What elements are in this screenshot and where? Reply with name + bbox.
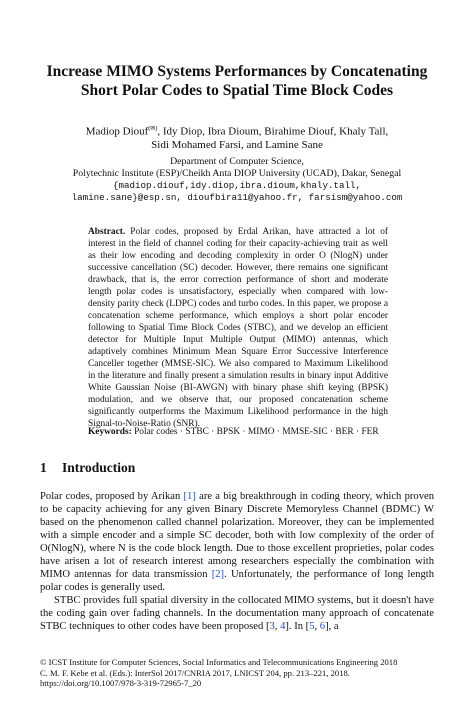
authors-line-1	[40, 123, 434, 139]
envelope-icon: (✉)	[148, 126, 158, 132]
footer-line-1: © ICST Institute for Computer Sciences, Social Informatics and Telecommunications Engineering 2018	[40, 657, 398, 667]
author-list	[40, 123, 434, 152]
p2-text-a: STBC provides full spatial diversity in the collocated MIMO systems, but it doesn't have the coding gain over fading channels. In the documentation many approach of concatenate STBC techniques to other codes have been proposed [	[40, 595, 434, 632]
keywords-text: Polar codes · STBC · BPSK · MIMO · MMSE-SIC · BER · FER	[134, 427, 379, 437]
p2-text-b: ,	[274, 621, 281, 632]
abstract-label: Abstract.	[88, 227, 126, 237]
body-text	[40, 490, 434, 633]
paragraph-1	[40, 490, 434, 594]
affiliation-line-1: Department of Computer Science,	[170, 156, 304, 167]
affiliation-line-2: Polytechnic Institute (ESP)/Cheikh Anta DIOP University (UCAD), Dakar, Senegal	[72, 168, 402, 179]
p1-text-c: . Unfortunately, the performance of long length polar codes is generally used.	[40, 569, 434, 593]
section-title: Introduction	[62, 460, 136, 475]
citation-link[interactable]: [2]	[211, 569, 225, 580]
p2-text-c: ]. In [	[285, 621, 310, 632]
citation-link[interactable]: 4	[280, 621, 286, 632]
p2-text-e: ], a	[325, 621, 339, 632]
section-number: 1	[40, 460, 47, 475]
citation-link[interactable]: 6	[319, 621, 326, 632]
citation-link[interactable]: 5	[309, 621, 315, 632]
title-line-1: Increase MIMO Systems Performances by Concatenating	[46, 63, 428, 80]
title-line-2: Short Polar Codes to Spatial Time Block Codes	[80, 82, 394, 99]
copyright-footer	[40, 657, 450, 689]
keywords-label: Keywords:	[88, 427, 132, 437]
citation-link[interactable]: 3	[269, 621, 275, 632]
email-line-2: lamine.sane}@esp.sn, dioufbira11@yahoo.fr, farsism@yahoo.com	[71, 192, 403, 203]
co-authors-1: , Idy Diop, Ibra Dioum, Birahime Diouf, Khaly Tall,	[157, 125, 389, 138]
keywords	[88, 426, 388, 438]
footer-line-2: C. M. F. Kebe et al. (Eds.): InterSol 2017/CNRIA 2017, LNICST 204, pp. 213–221, 2018.	[40, 667, 350, 678]
paper-title	[40, 62, 434, 100]
p2-text-d: ,	[314, 621, 320, 632]
paragraph-2	[40, 594, 434, 633]
affiliation	[20, 156, 454, 204]
authors-line-2: Sidi Mohamed Farsi, and Lamine Sane	[151, 138, 323, 151]
p1-text-a: Polar codes, proposed by Arikan	[40, 491, 184, 502]
p1-text-b: are a big breakthrough in coding theory, which proven to be capacity achieving for any given Binary Discrete Memoryless Channel (BDMC) W based on the phenomenon called channel polarization. Moreover, they can be implemented with a simple encoder and a simple SC decoder, both with low complexity of the order of O(NlogN), where N is the code block length. Due to those excellent proprieties, polar codes have arisen a lot of research interest among researchers especially the combination with MIMO antennas for data transmission	[40, 491, 434, 580]
abstract-text: Polar codes, proposed by Erdal Arikan, have attracted a lot of interest in the field of channel coding for their capacity-achieving trait as well as their low encoding and decoding complexity in order O (NlogN) under successive cancellation (SC) decoder. However, there remains one significant drawback, that is, the error correction performance of short and moderate length polar codes is unsatisfactory, especially when compared with low-density parity check (LDPC) codes and turbo codes. In this paper, we propose a concatenation scheme performance, which employs a short polar encoder following to Spatial Time Block Codes (STBC), and we develop an efficient detector for Multiple Input Multiple Output (MIMO) antennas, which adaptively combines Minimum Mean Square Error Successive Interference Canceller together (MMSE-SIC). We also compared to Maximum Likelihood in the literature and finally present a simulation results in binary input Additive White Gaussian Noise (BI-AWGN) with binary phase shift keying (BPSK) modulation, and we observe that, our proposed concatenation scheme significantly outperforms the Maximum Likelihood performance in the high Signal-to-Noise-Ratio (SNR).	[88, 227, 389, 429]
section-heading	[40, 460, 135, 476]
abstract	[88, 226, 388, 430]
email-line-1: {madiop.diouf,idy.diop,ibra.dioum,khaly.tall,	[112, 180, 362, 191]
first-author: Madiop Diouf	[85, 125, 149, 138]
doi-link[interactable]: https://doi.org/10.1007/978-3-319-72965-7_20	[40, 678, 202, 689]
citation-link[interactable]: [1]	[183, 491, 196, 502]
